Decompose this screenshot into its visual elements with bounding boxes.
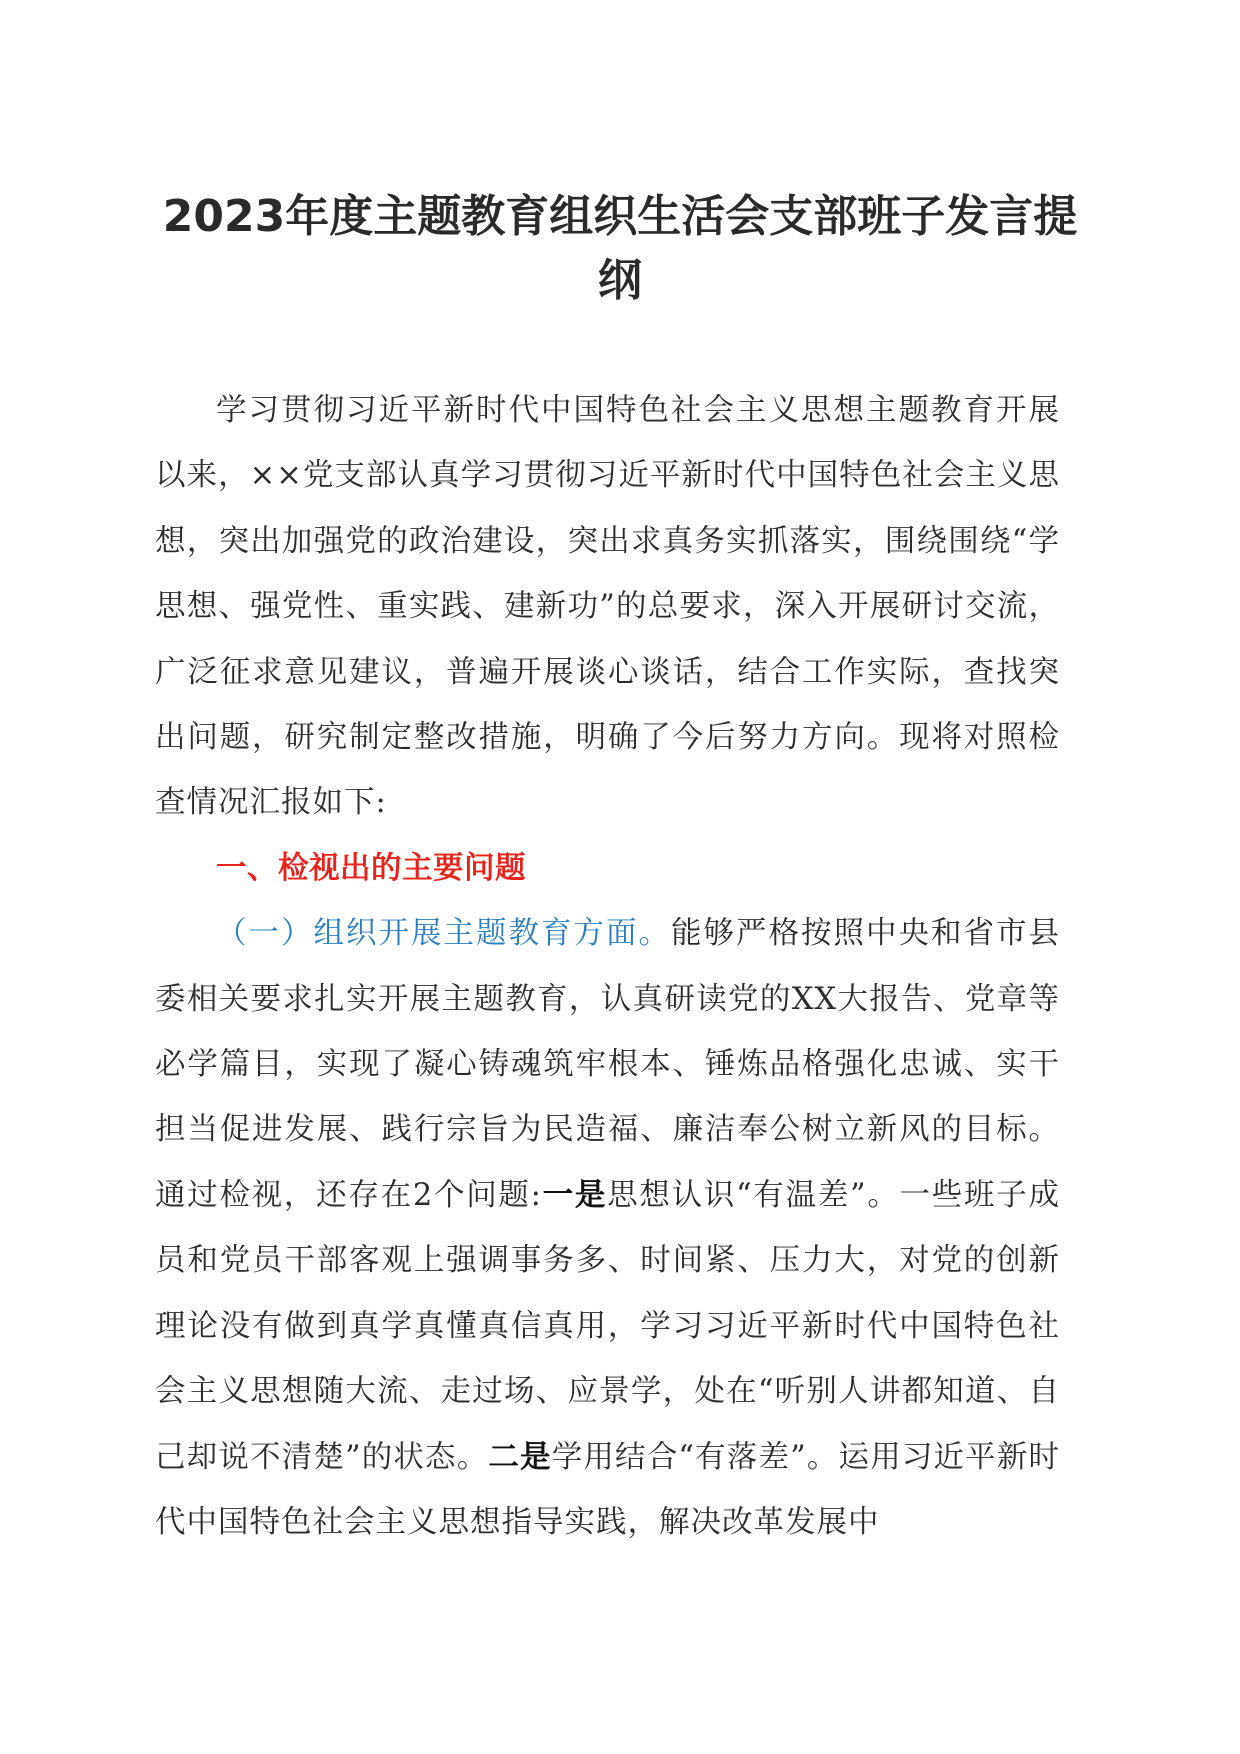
subsection-paragraph bbox=[155, 901, 1060, 1555]
document-body bbox=[155, 378, 1060, 1555]
intro-paragraph: 学习贯彻习近平新时代中国特色社会主义思想主题教育开展以来，××党支部认真学习贯彻习近平新时代中国特色社会主义思想，突出加强党的政治建设，突出求真务实抓落实，围绕围绕“学思想、强党性、重实践、建新功”的总要求，深入开展研讨交流，广泛征求意见建议，普遍开展谈心谈话，结合工作实际，查找突出问题，研究制定整改措施，明确了今后努力方向。现将对照检查情况汇报如下: bbox=[155, 393, 1060, 821]
subsection-1-heading: （一）组织开展主题教育方面。 bbox=[216, 916, 671, 952]
point-1-text: 思想认识“有温差”。一些班子成员和党员干部客观上强调事务多、时间紧、压力大，对党的创新理论没有做到真学真懂真信真用，学习习近平新时代中国特色社会主义思想随大流、走过场、应景学，处在“听别人讲都知道、自己却说不清楚”的状态。 bbox=[155, 1177, 1060, 1475]
point-1-label: 一是 bbox=[541, 1177, 608, 1213]
point-2-text: 学用结合“有落差”。运用习近平新时代中国特色社会主义思想指导实践，解决改革发展中 bbox=[155, 1439, 1061, 1540]
subsection-1-text: 能够严格按照中央和省市县委相关要求扎实开展主题教育，认真研读党的XX大报告、党章等必学篇目，实现了凝心铸魂筑牢根本、锤炼品格强化忠诚、实干担当促进发展、践行宗旨为民造福、廉洁奉公树立新风的目标。通过检视，还存在2个问题: bbox=[155, 916, 1060, 1213]
section-heading bbox=[155, 836, 1060, 901]
section-1-heading: 一、检视出的主要问题 bbox=[216, 850, 526, 886]
point-2-label: 二是 bbox=[488, 1439, 552, 1475]
document-title: 2023年度主题教育组织生活会支部班子发言提纲 bbox=[162, 191, 1078, 306]
